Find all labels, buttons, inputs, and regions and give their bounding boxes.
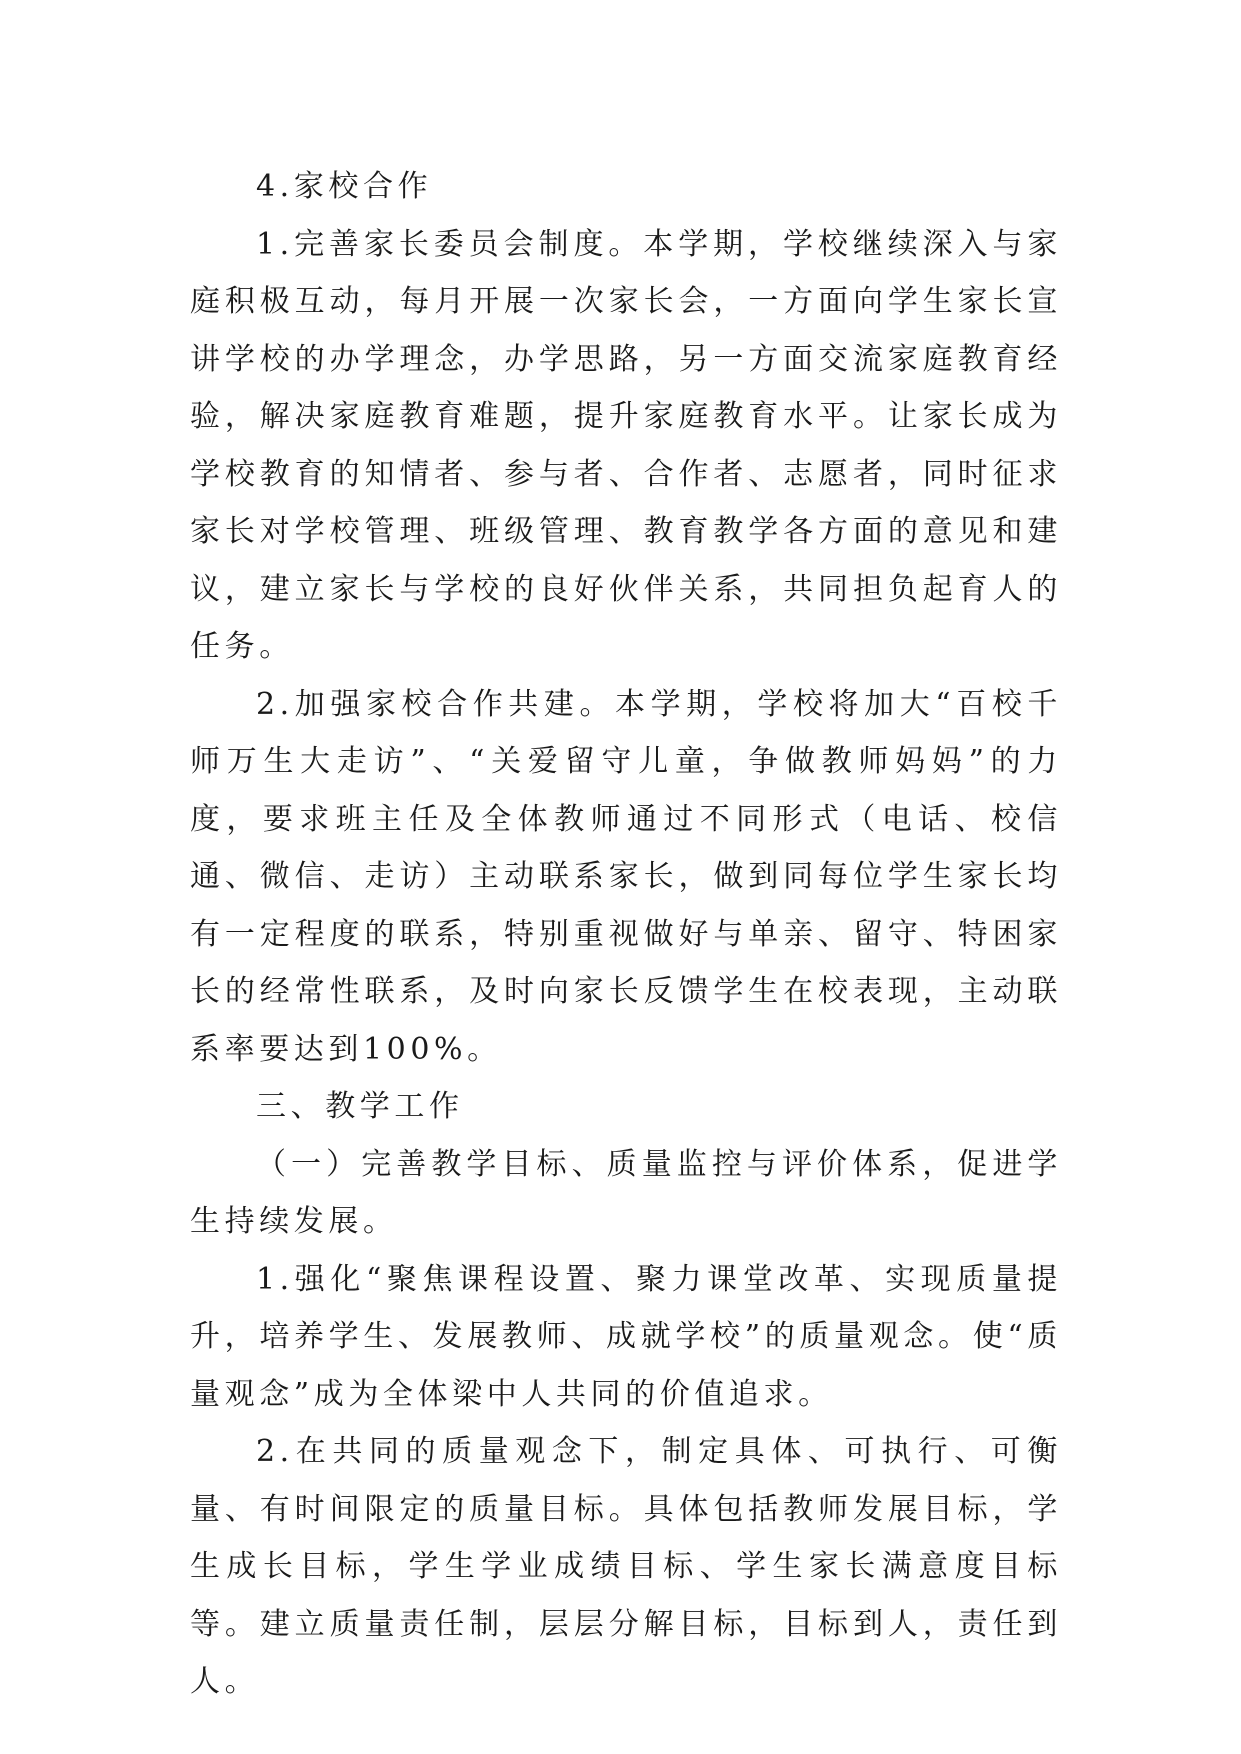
- paragraph-parent-committee: 1.完善家长委员会制度。本学期，学校继续深入与家庭积极互动，每月开展一次家长会，一方面向学生家长宣讲学校的办学理念，办学思路，另一方面交流家庭教育经验，解决家庭教育难题，提升家庭教育水平。让家长成为学校教育的知情者、参与者、合作者、志愿者，同时征求家长对学校管理、班级管理、教育教学各方面的意见和建议，建立家长与学校的良好伙伴关系，共同担负起育人的任务。: [190, 226, 1062, 664]
- section-heading-teaching-work: 三、教学工作: [256, 1089, 464, 1124]
- section-heading-home-school: 4.家校合作: [256, 169, 433, 204]
- document-body: [190, 158, 1062, 1711]
- subsection-heading-quality-system: （一）完善教学目标、质量监控与评价体系，促进学生持续发展。: [190, 1146, 1062, 1239]
- paragraph-quality-concept: 1.强化“聚焦课程设置、聚力课堂改革、实现质量提升，培养学生、发展教师、成就学校”的质量观念。使“质量观念”成为全体梁中人共同的价值追求。: [190, 1261, 1062, 1412]
- paragraph-quality-targets: 2.在共同的质量观念下，制定具体、可执行、可衡量、有时间限定的质量目标。具体包括教师发展目标，学生成长目标，学生学业成绩目标、学生家长满意度目标等。建立质量责任制，层层分解目标，目标到人，责任到人。: [190, 1434, 1062, 1699]
- paragraph-home-school-cooperation: 2.加强家校合作共建。本学期，学校将加大“百校千师万生大走访”、“关爱留守儿童，争做教师妈妈”的力度，要求班主任及全体教师通过不同形式（电话、校信通、微信、走访）主动联系家长，做到同每位学生家长均有一定程度的联系，特别重视做好与单亲、留守、特困家长的经常性联系，及时向家长反馈学生在校表现，主动联系率要达到100%。: [190, 686, 1062, 1067]
